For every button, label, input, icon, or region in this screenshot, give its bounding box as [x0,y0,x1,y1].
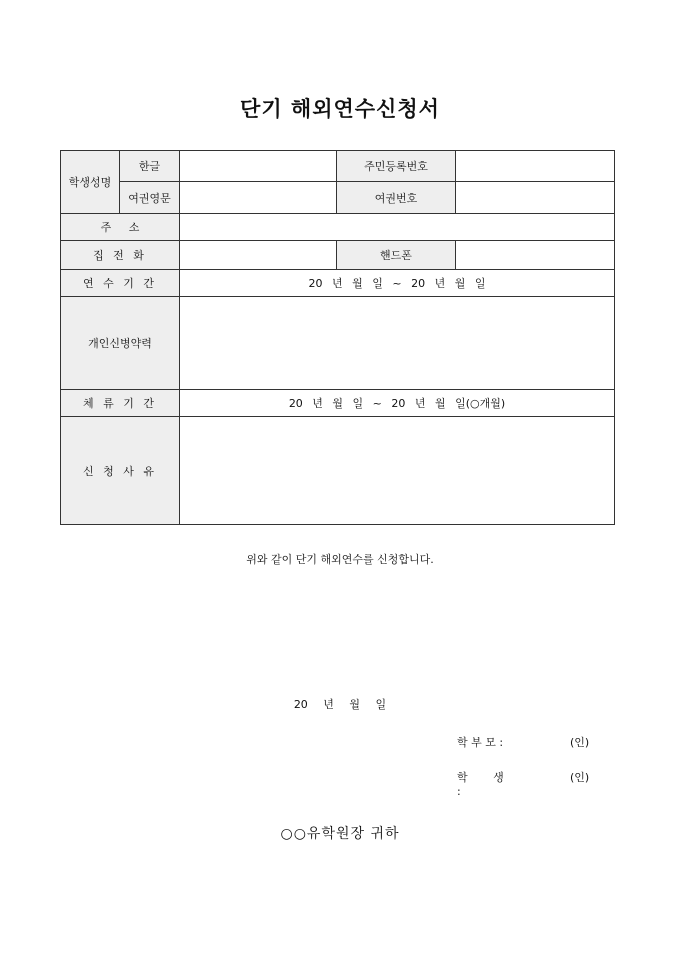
mobile-field[interactable] [456,241,615,270]
parent-seal: (인) [570,736,590,749]
reason-field[interactable] [180,417,615,525]
date-line: 20 년 월 일 [293,698,387,711]
resident-number-label: 주민등록번호 [337,151,456,182]
training-period-label: 연 수 기 간 [61,270,180,297]
korean-name-field[interactable] [180,151,337,182]
recipient: ○○유학원장 귀하 [280,826,400,842]
passport-number-field[interactable] [456,182,615,214]
parent-label: 학 부 모 : [457,736,504,749]
application-form-table [60,150,615,525]
page-title: 단기 해외연수신청서 [240,97,440,121]
passport-english-label: 여권영문 [120,182,180,214]
reason-label: 신 청 사 유 [61,417,180,525]
personal-history-label: 개인신병약력 [61,297,180,390]
personal-history-field[interactable] [180,297,615,390]
student-label: 학 생 : [457,771,504,798]
parent-signature [457,734,590,750]
address-label: 주 소 [61,214,180,241]
home-phone-field[interactable] [180,241,337,270]
resident-number-field[interactable] [456,151,615,182]
korean-name-label: 한글 [120,151,180,182]
address-field[interactable] [180,214,615,241]
training-period-field[interactable]: 20 년 월 일 ~ 20 년 월 일 [180,270,615,297]
stay-period-label: 체 류 기 간 [61,390,180,417]
student-name-label: 학생성명 [61,151,120,214]
home-phone-label: 집 전 화 [61,241,180,270]
application-statement: 위와 같이 단기 해외연수를 신청합니다. [246,553,434,566]
student-seal: (인) [570,771,590,784]
passport-number-label: 여권번호 [337,182,456,214]
student-signature [457,769,590,798]
mobile-label: 핸드폰 [337,241,456,270]
stay-period-field[interactable]: 20 년 월 일 ~ 20 년 월 일(○개월) [180,390,615,417]
passport-english-field[interactable] [180,182,337,214]
